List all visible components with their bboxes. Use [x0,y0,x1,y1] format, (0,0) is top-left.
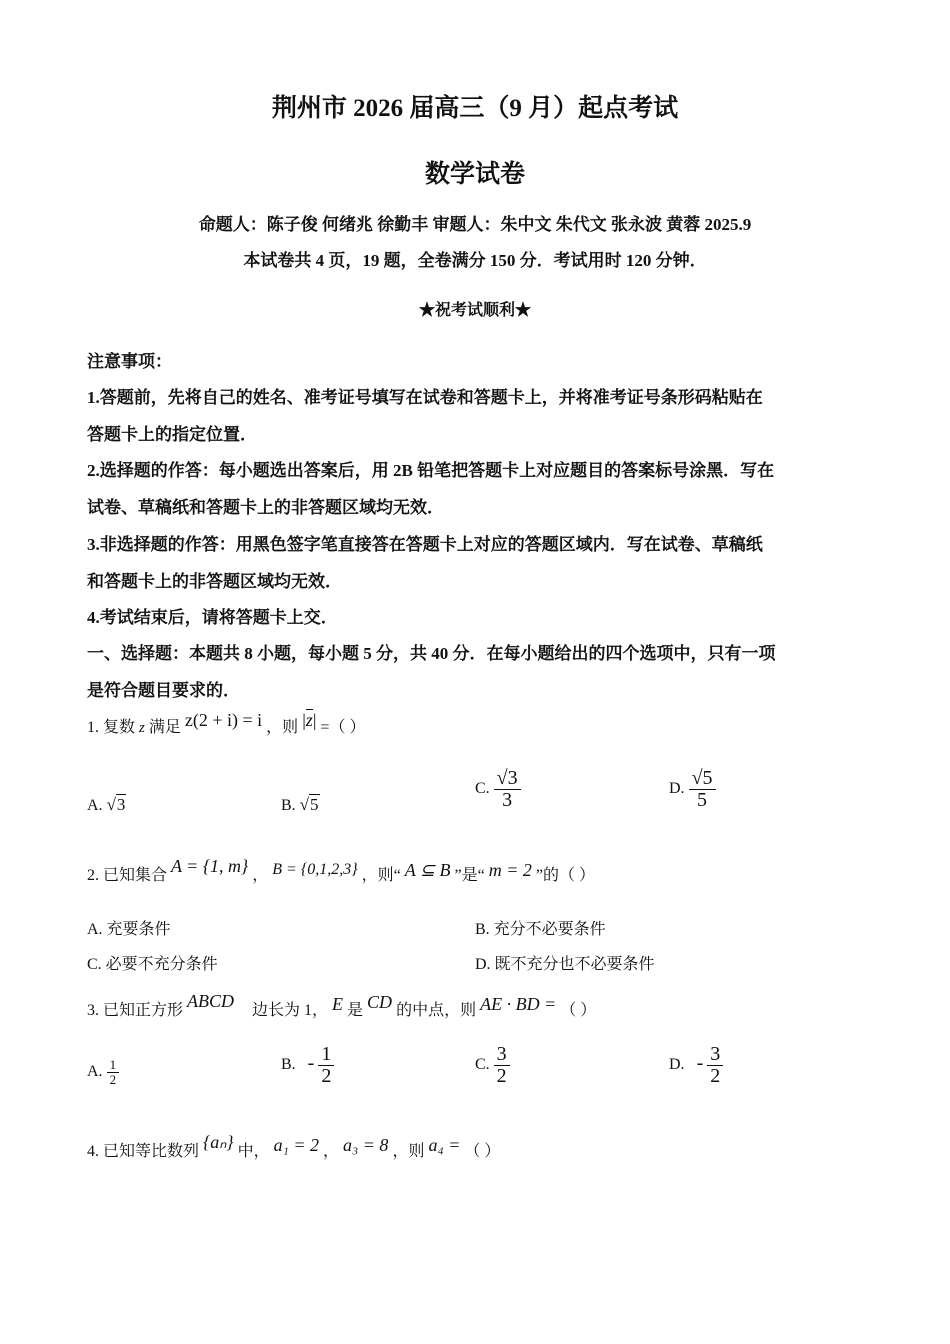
q3-option-b [281,1044,334,1087]
exam-title: 荆州市 2026 届高三（9 月）起点考试 [271,95,679,122]
q2-comma: ， [252,867,269,884]
q1-option-c [475,768,521,811]
section-heading-2: 是符合题目要求的． [87,681,240,700]
note-3a: 3.非选择题的作答：用黑色签字笔直接答在答题卡上对应的答题区域内．写在试卷、草稿纸 [87,535,763,554]
q3-option-d-sign: - [696,1052,704,1075]
q3-option-d-fraction: $\frac{3}{2}$ [707,1044,723,1087]
q3-expression: AE · BD = [480,994,557,1014]
q1-text-4: =（ ） [320,719,366,736]
q1-text-2: 满足 [148,719,181,736]
q4-a3: a₃ = 8 [343,1135,389,1155]
notes-heading: 注意事项： [87,352,172,371]
q2-set-b: B = {0,1,2,3} [272,861,358,878]
note-4: 4.考试结束后，请将答题卡上交． [87,608,338,627]
q4-sequence: {aₙ} [203,1132,234,1152]
q1-option-c-fraction: $\frac{√3}{3}$ [494,768,521,811]
note-3b: 和答题卡上的非答题区域均无效． [87,572,342,591]
q3-option-a-fraction: $\frac{1}{2}$ [107,1058,120,1086]
q1-var: z [139,720,145,736]
q4-a4: a₄ = [428,1135,461,1155]
q2-option-c: C. 必要不充分条件 [87,956,218,973]
q2-text-4: ”的（ ） [535,867,595,884]
q4-text-3: ，则 [392,1143,425,1160]
section-heading-1: 一、选择题：本题共 8 小题，每小题 5 分，共 40 分．在每小题给出的四个选项中，只有一项 [87,644,776,663]
q4-text-4: （ ） [464,1143,501,1160]
q3-option-d [669,1044,723,1087]
question-4 [87,1132,501,1161]
q3-point: E [332,994,344,1014]
q1-option-a [87,795,126,815]
q1-equation: z(2 + i) = i [184,710,263,730]
note-2a: 2.选择题的作答：每小题选出答案后，用 2B 铅笔把答题卡上对应题目的答案标号涂黑．写在 [87,461,775,480]
question-2 [87,856,595,885]
q4-text-2: 中， [237,1143,270,1160]
q2-set-a: A = {1, m} [171,856,249,876]
q2-text-3: ”是“ [454,867,485,884]
q1-option-d-label: D. [669,780,685,798]
q2-condition-2: m = 2 [488,860,532,880]
authors-line: 命题人：陈子俊 何绪兆 徐勤丰 审题人：朱中文 朱代文 张永波 黄蓉 2025.9 [198,215,752,234]
q3-option-c-label: C. [475,1056,490,1074]
q2-option-d: D. 既不充分也不必要条件 [475,956,655,973]
q3-shape: ABCD [187,991,235,1011]
q1-text-3: ，则 [266,719,299,736]
q1-text-1: 1. 复数 [87,719,136,736]
q2-text-1: 2. 已知集合 [87,867,168,884]
question-1: 1. 复数 z 满足 z(2 + i) = i ，则 |z| =（ ） [87,710,366,736]
q3-text-2: 边长为 1， [252,1002,329,1019]
q3-option-b-label: B. [281,1056,296,1074]
q4-comma: ， [323,1143,340,1160]
q1-option-a-label: A. [87,797,103,814]
q3-text-5: （ ） [560,1002,597,1019]
q3-segment: CD [367,992,393,1012]
q3-text-4: 的中点，则 [396,1002,477,1019]
q4-text-1: 4. 已知等比数列 [87,1143,200,1160]
question-3 [87,991,597,1020]
note-2b: 试卷、草稿纸和答题卡上的非答题区域均无效． [87,498,444,517]
q1-option-a-value: √3 [106,795,126,814]
q1-option-d [669,768,716,811]
q3-option-b-sign: - [307,1052,315,1075]
q1-option-b-value: √5 [299,795,319,814]
q2-option-a: A. 充要条件 [87,921,171,938]
note-1a: 1.答题前，先将自己的姓名、准考证号填写在试卷和答题卡上，并将准考证号条形码粘贴在 [87,388,763,407]
q2-condition-1: A ⊆ B [404,860,451,880]
exam-info: 本试卷共 4 页，19 题，全卷满分 150 分．考试用时 120 分钟． [243,251,707,270]
q3-option-a [87,1058,119,1086]
q3-option-a-label: A. [87,1062,103,1080]
q3-option-b-fraction: $\frac{1}{2}$ [318,1044,334,1087]
subject-title: 数学试卷 [424,161,525,188]
q3-option-d-label: D. [669,1056,685,1074]
q1-conjugate: z [305,710,313,730]
q1-option-c-label: C. [475,780,490,798]
q2-option-b: B. 充分不必要条件 [475,921,606,938]
q3-option-c-fraction: $\frac{3}{2}$ [494,1044,510,1087]
q2-text-2: ，则“ [361,867,401,884]
q4-a1: a₁ = 2 [273,1135,320,1155]
q1-option-d-fraction: $\frac{√5}{5}$ [689,768,716,811]
good-luck-line: ★祝考试顺利★ [418,302,531,319]
q3-text-3: 是 [347,1002,364,1019]
q1-option-b [281,795,320,815]
q1-option-b-label: B. [281,797,296,814]
q3-option-c [475,1044,510,1087]
q3-text-1: 3. 已知正方形 [87,1002,184,1019]
note-1b: 答题卡上的指定位置． [87,425,257,444]
